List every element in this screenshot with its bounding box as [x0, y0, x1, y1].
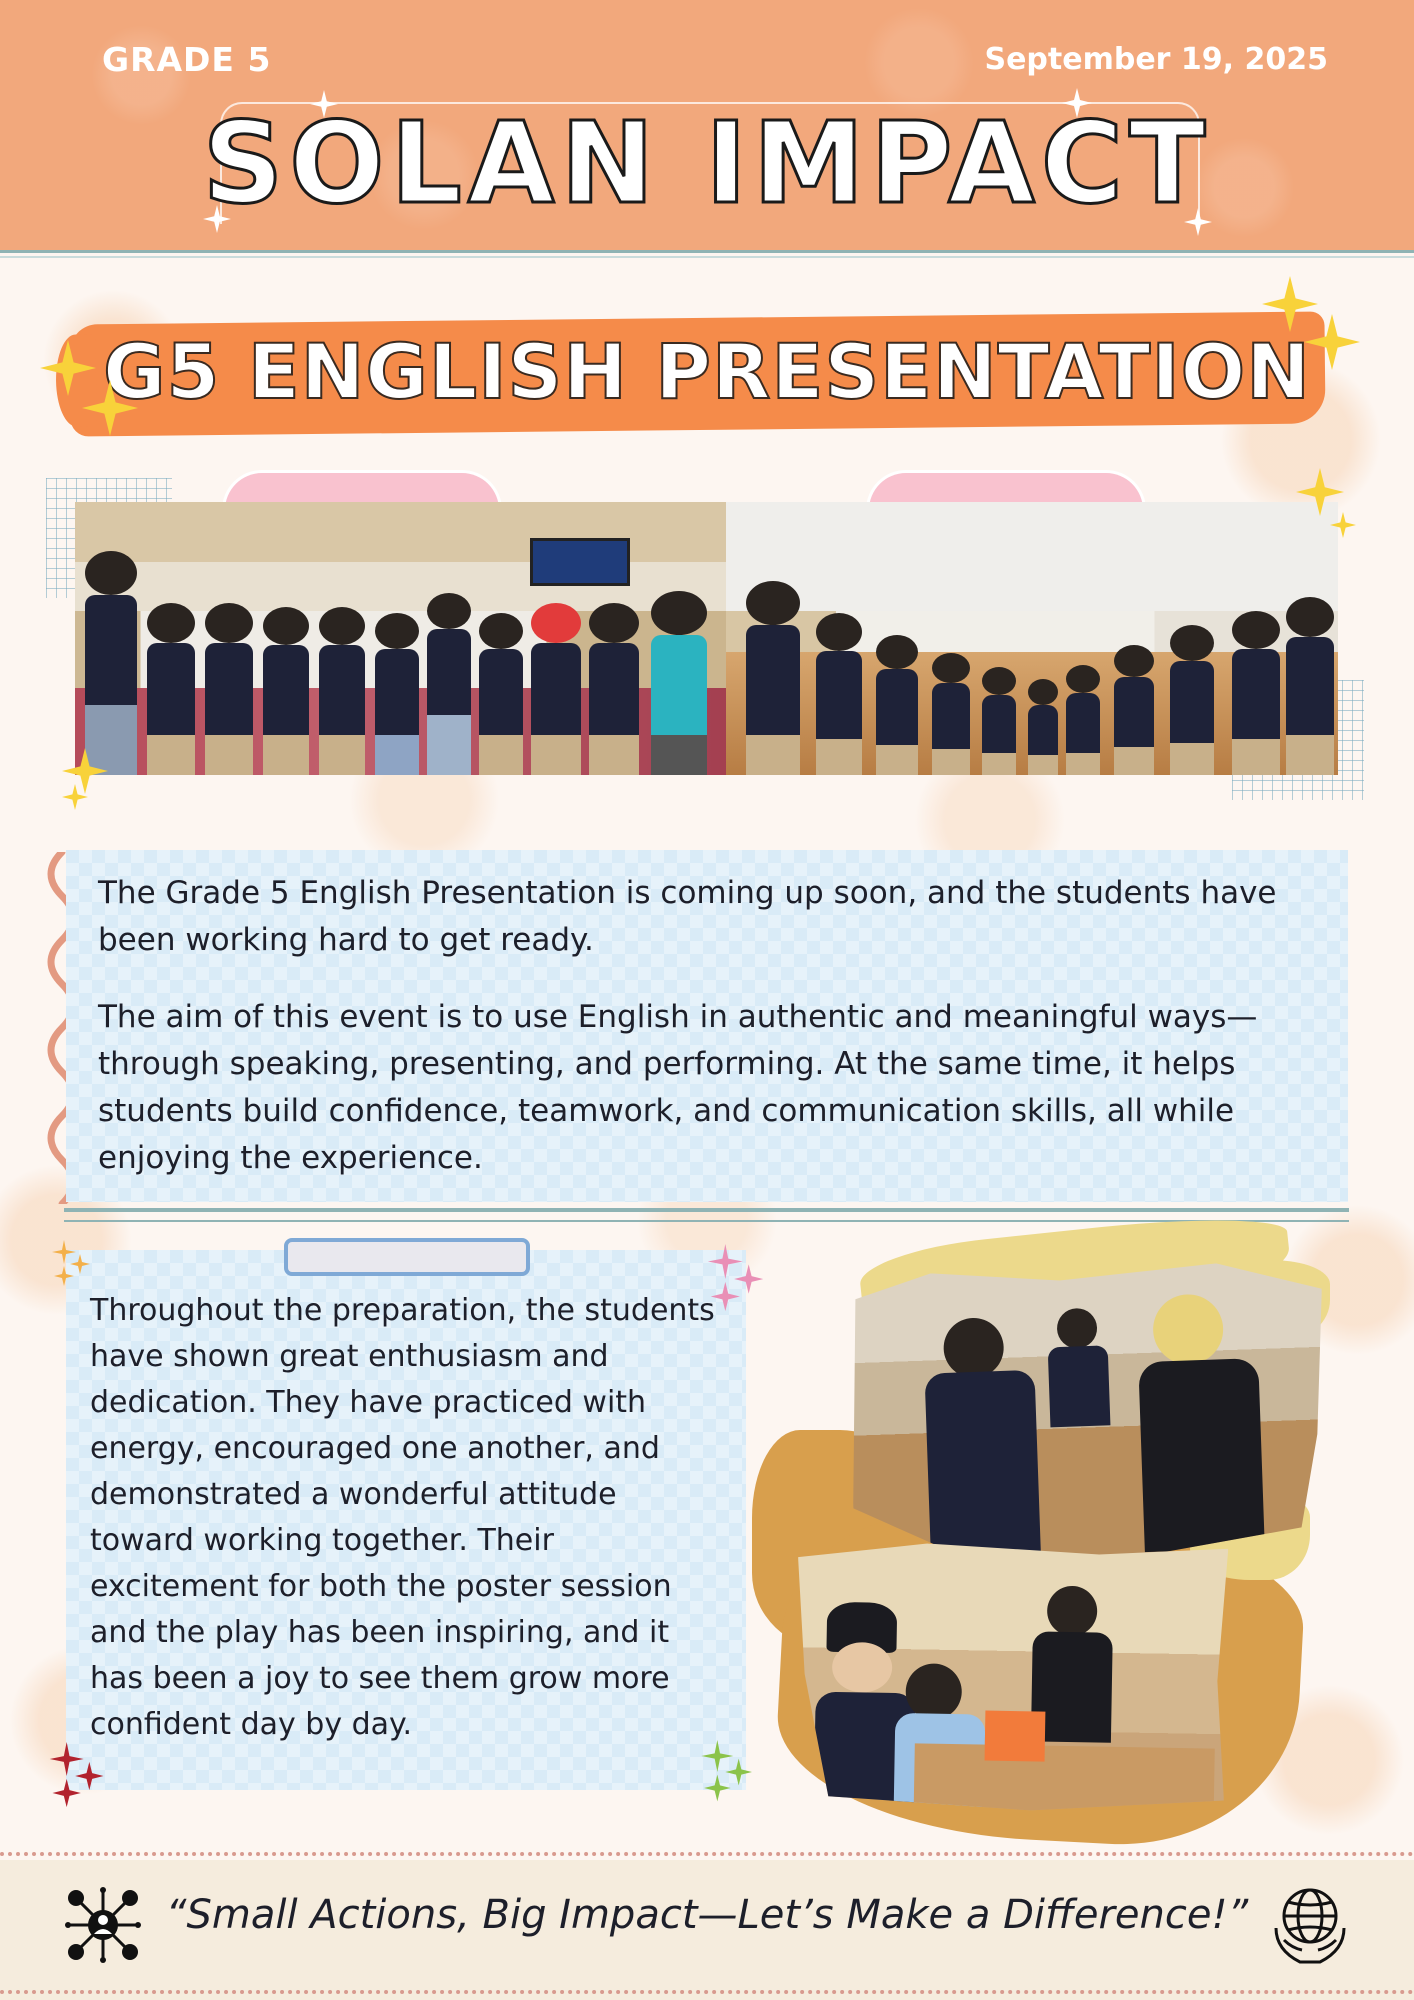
intro-paragraph-1: The Grade 5 English Presentation is coming up soon, and the students have been working hard to get ready.	[98, 875, 1277, 958]
classroom-group-photo	[75, 502, 730, 775]
sparkle-icon	[700, 1740, 756, 1804]
section-divider	[64, 1208, 1349, 1222]
intro-text-box	[66, 850, 1348, 1202]
globe-hands-icon	[1270, 1884, 1350, 1970]
students-classroom-photo	[845, 1260, 1331, 1566]
sparkle-icon	[706, 1244, 768, 1314]
tv-screen	[530, 538, 630, 586]
hallway-group-photo	[726, 502, 1338, 775]
sparkle-icon	[82, 380, 138, 436]
footer-bottom-border	[0, 1990, 1414, 1996]
footer-top-border	[0, 1852, 1414, 1858]
sparkle-icon	[1296, 468, 1344, 516]
sparkle-icon	[1330, 512, 1356, 538]
sparkle-icon	[52, 1240, 92, 1288]
tape-decoration	[284, 1238, 530, 1276]
header-divider	[0, 250, 1414, 258]
date-label: September 19, 2025	[984, 42, 1328, 77]
sparkle-icon	[48, 1742, 108, 1810]
network-people-icon	[62, 1884, 144, 1970]
details-paragraph: Throughout the preparation, the students have shown great enthusiasm and dedication. They have practiced with energy, encouraged one another, and demonstrated a wonderful attitude toward working together. Their excitement for both the poster session and the play has been inspiring, and it has been a joy to see them grow more confident day by day.	[90, 1293, 715, 1742]
students-desk-photo	[794, 1541, 1229, 1813]
intro-paragraph-2: The aim of this event is to use English in authentic and meaningful ways—through speaking, presenting, and performing. At the same time, it helps students build confidence, teamwork, and communication skills, all while enjoying the experience.	[98, 999, 1258, 1176]
grade-label: GRADE 5	[102, 40, 272, 79]
details-text-box	[66, 1250, 746, 1790]
section-title: G5 ENGLISH PRESENTATION	[103, 327, 1311, 416]
footer-quote: “Small Actions, Big Impact—Let’s Make a Difference!”	[165, 1892, 1249, 1938]
sparkle-icon	[1304, 314, 1360, 370]
newsletter-title: SOLAN IMPACT	[202, 99, 1212, 229]
sparkle-icon	[62, 784, 88, 810]
